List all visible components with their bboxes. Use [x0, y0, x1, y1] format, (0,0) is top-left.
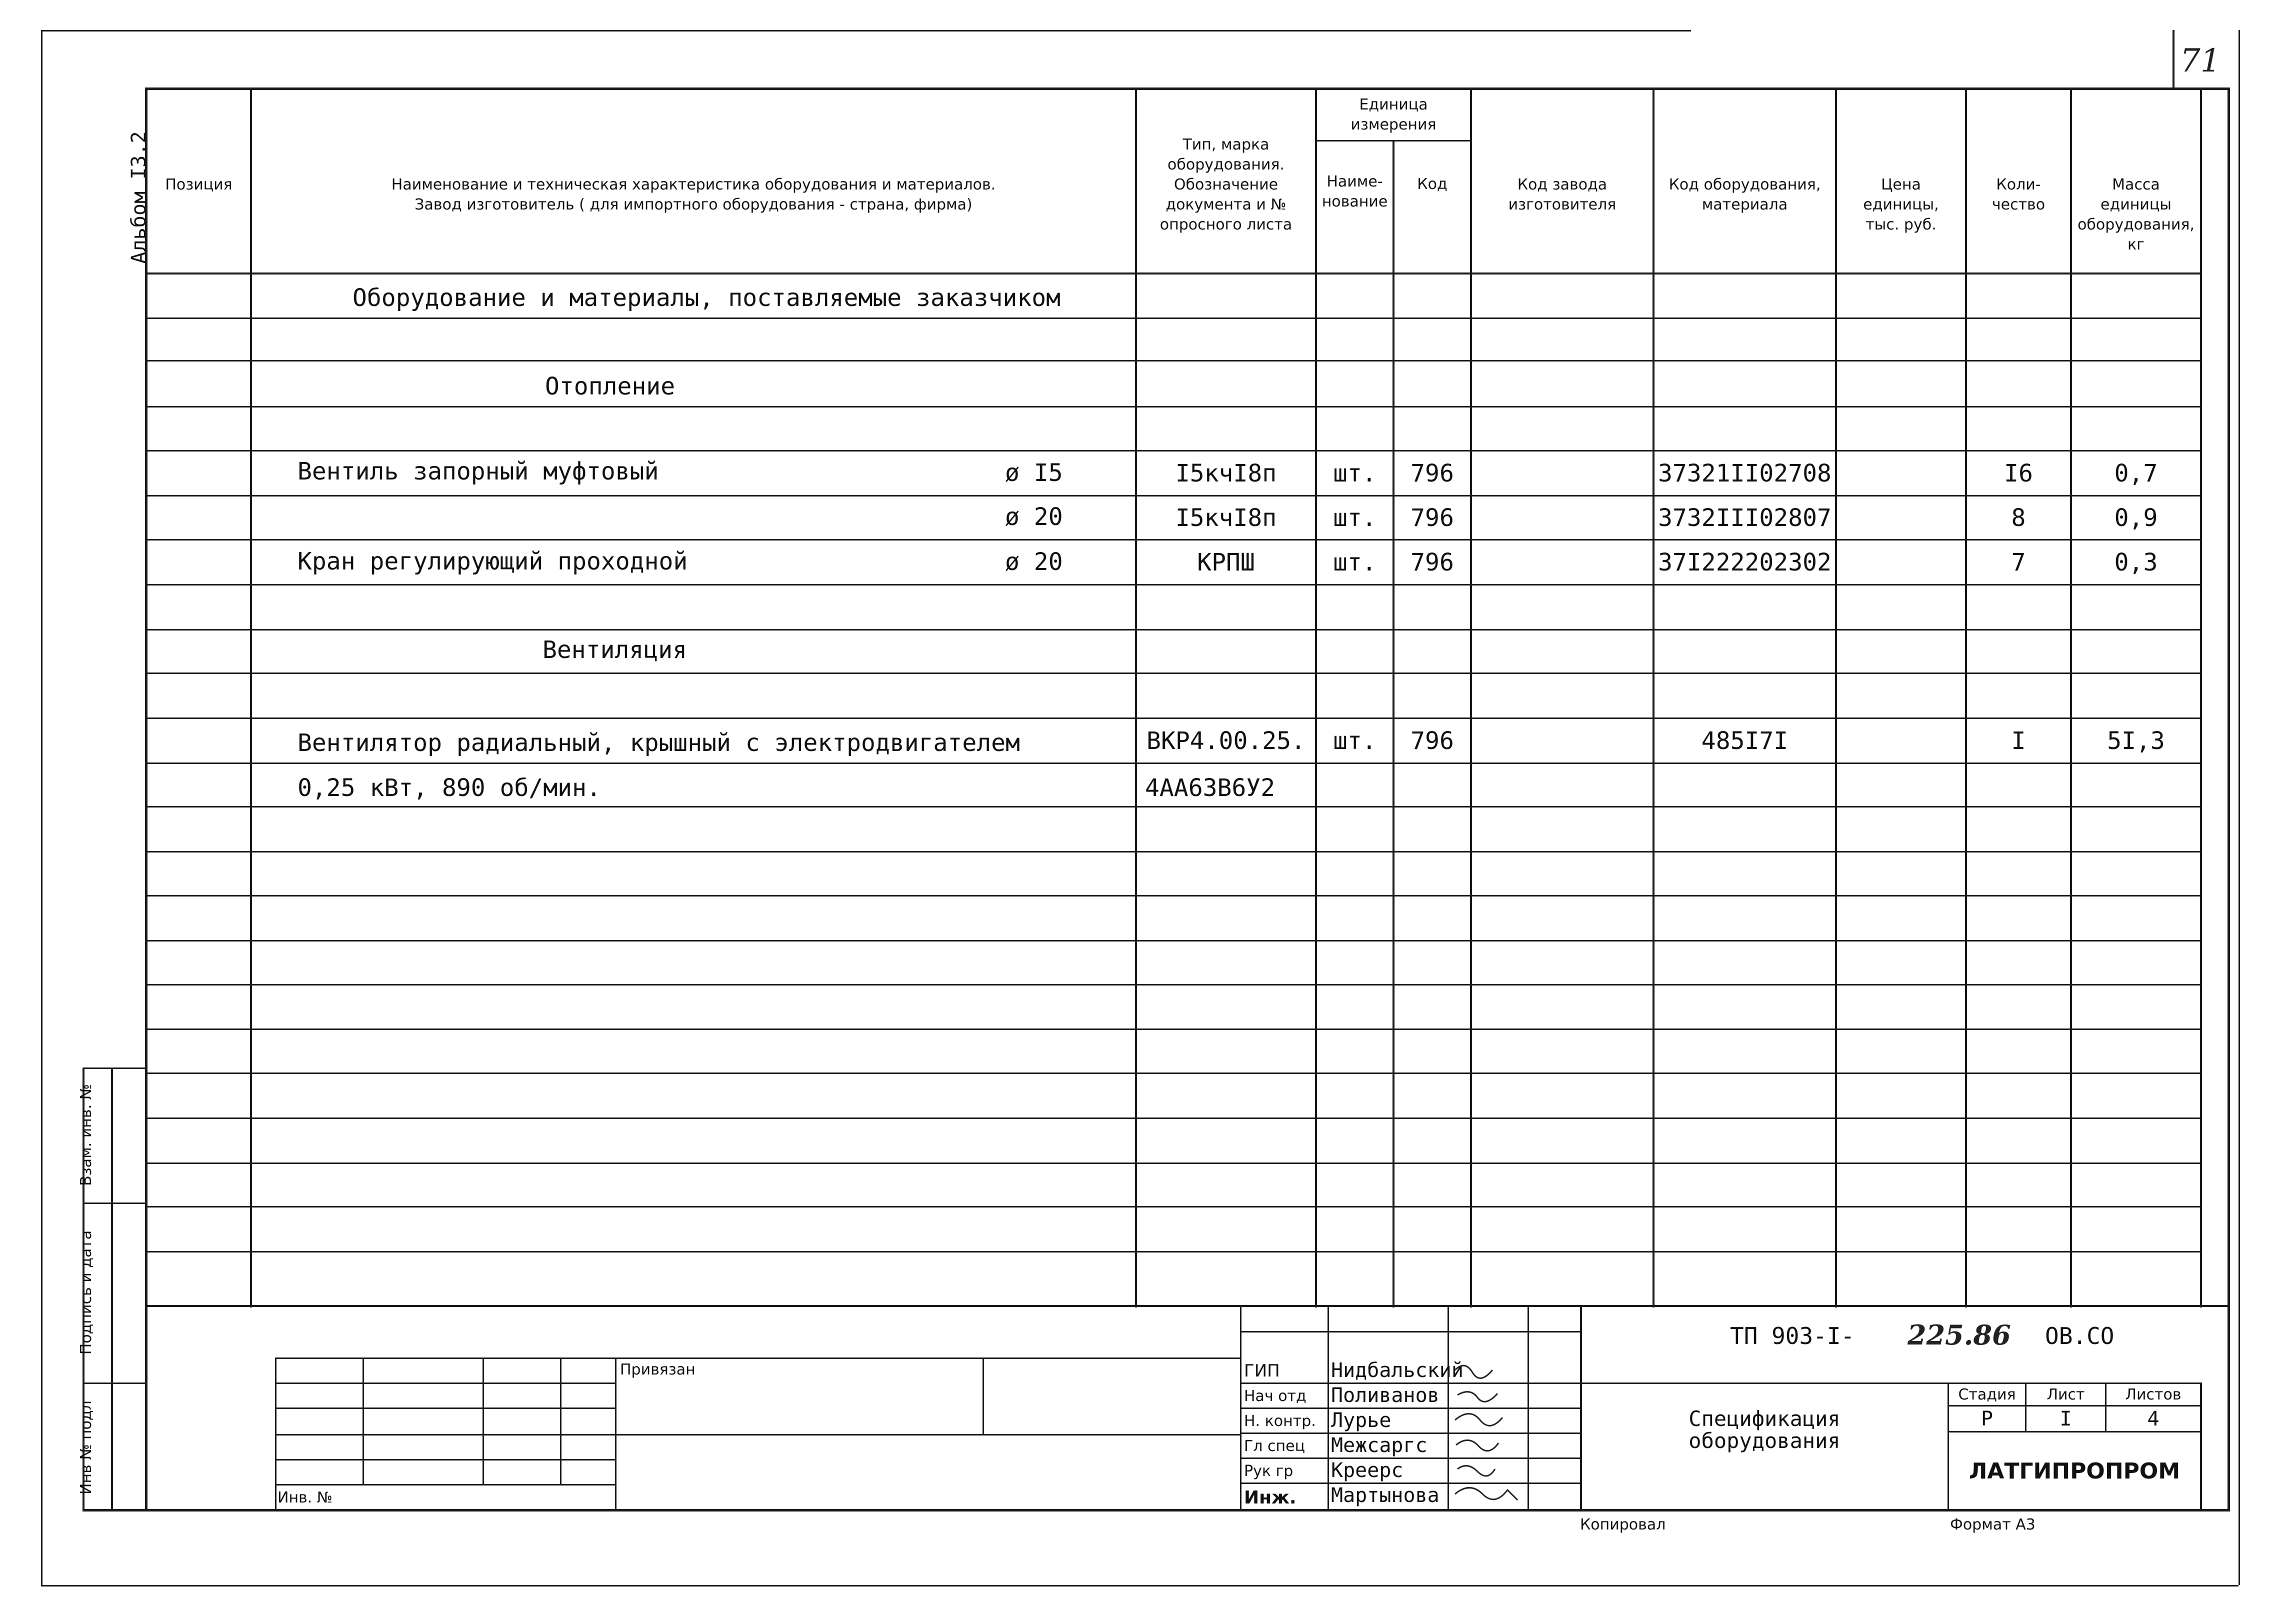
- row-name: Вентилятор радиальный, крышный с электродвигателем: [298, 729, 1020, 757]
- row-line: [145, 1206, 2200, 1208]
- section-title: Оборудование и материалы, поставляемые заказчиком: [352, 284, 1061, 312]
- row-line: [145, 984, 2200, 986]
- header-quantity: Коли- чество: [1992, 176, 2046, 214]
- row-line: [145, 806, 2200, 808]
- row-line: [145, 629, 2200, 630]
- sheet-label: Лист: [2046, 1386, 2085, 1404]
- inv-no-label: Инв. №: [278, 1489, 333, 1506]
- tb-line: [482, 1358, 484, 1485]
- row-qty: I6: [2004, 459, 2033, 488]
- row-unit: шт.: [1333, 459, 1376, 488]
- doc-number: ТП 903-I-: [1730, 1322, 1855, 1350]
- row-qty: 7: [2011, 548, 2026, 576]
- tb-line: [275, 1484, 615, 1486]
- sheets-value: 4: [2147, 1408, 2160, 1430]
- row-line: [145, 1072, 2200, 1074]
- sheet-value: I: [2060, 1408, 2072, 1430]
- row-code: 796: [1410, 459, 1454, 488]
- row-line: [145, 318, 2200, 319]
- table-bottom-line: [145, 1305, 2230, 1307]
- tb-line: [275, 1408, 615, 1409]
- row-type: I5кчI8п: [1175, 459, 1277, 488]
- signature-marks: [1450, 1360, 1530, 1510]
- name-martynova: Мартынова: [1331, 1484, 1440, 1507]
- role-nach-otd: Нач отд: [1244, 1388, 1306, 1405]
- row-name: Кран регулирующий проходной: [298, 548, 688, 576]
- row-eq-code: 485I7I: [1701, 726, 1788, 755]
- privyazan-label: Привязан: [620, 1361, 696, 1378]
- row-line: [145, 1162, 2200, 1164]
- name-mezhsargs: Межсаргс: [1331, 1434, 1428, 1457]
- unit-sub-line: [1315, 140, 1470, 142]
- tb-line: [275, 1358, 1240, 1359]
- tb-line: [362, 1358, 364, 1485]
- col-line: [2200, 88, 2202, 1308]
- row-type: КРПШ: [1197, 548, 1255, 576]
- header-name: Наименование и техническая характеристика оборудования и материалов. Завод изготовитель ( для импортного оборудования - страна, фирма): [391, 176, 996, 214]
- header-equipment-code: Код оборудования, материала: [1668, 176, 1821, 214]
- role-gl-spec: Гл спец: [1244, 1438, 1305, 1455]
- header-mass: Масса единицы оборудования, кг: [2078, 176, 2194, 254]
- subsection-heating: Отопление: [545, 372, 676, 400]
- row-diameter: ø I5: [1005, 459, 1063, 487]
- row-name: Вентиль запорный муфтовый: [298, 458, 659, 486]
- tb-line: [2200, 1382, 2202, 1510]
- row-name: 0,25 кВт, 890 об/мин.: [298, 774, 601, 802]
- row-mass: 5I,3: [2107, 726, 2165, 755]
- row-diameter: ø 20: [1005, 548, 1063, 576]
- tb-line: [275, 1434, 1240, 1436]
- row-mass: 0,3: [2114, 548, 2158, 576]
- row-type: 4АА63В6У2: [1145, 774, 1276, 802]
- header-unit-code: Код: [1417, 176, 1448, 193]
- row-code: 796: [1410, 548, 1454, 576]
- tb-line: [560, 1358, 562, 1485]
- tb-line: [275, 1358, 276, 1510]
- stamp-line: [82, 1202, 148, 1204]
- header-position: Позиция: [165, 176, 232, 194]
- row-eq-code: 3732III02807: [1658, 504, 1832, 532]
- outer-line-bottom: [41, 1585, 2238, 1586]
- row-code: 796: [1410, 504, 1454, 532]
- tb-line: [615, 1358, 616, 1510]
- row-line: [145, 406, 2200, 408]
- row-eq-code: 37321II02708: [1658, 459, 1832, 488]
- row-line: [145, 895, 2200, 896]
- row-line: [145, 1028, 2200, 1030]
- outer-line-left: [41, 30, 42, 1585]
- row-eq-code: 37I222202302: [1658, 548, 1832, 576]
- page-number: 71: [2180, 42, 2221, 80]
- stamp-line: [111, 1068, 113, 1512]
- stage-value: Р: [1980, 1408, 1994, 1430]
- row-code: 796: [1410, 726, 1454, 755]
- row-type: ВКР4.00.25.: [1146, 726, 1306, 755]
- role-inzh: Инж.: [1244, 1488, 1296, 1508]
- frame-left: [145, 88, 148, 1510]
- stage-label: Стадия: [1958, 1386, 2016, 1404]
- format-label: Формат А3: [1950, 1516, 2036, 1534]
- row-line: [145, 584, 2200, 586]
- header-type: Тип, марка оборудования. Обозначение документа и № опросного листа: [1160, 136, 1292, 234]
- tb-line: [982, 1358, 984, 1435]
- stamp-inv-podl: Инв № подл: [78, 1400, 95, 1494]
- sheets-label: Листов: [2125, 1386, 2182, 1404]
- doc-suffix: ОВ.СО: [2045, 1322, 2114, 1350]
- frame-right: [2228, 88, 2230, 1510]
- doc-number-handwritten: 225.86: [1908, 1319, 2011, 1351]
- frame-bottom: [82, 1509, 2230, 1512]
- tb-line: [1240, 1331, 1580, 1332]
- header-unit-name: Наиме- нование: [1322, 173, 1388, 210]
- role-ruk-gr: Рук гр: [1244, 1462, 1294, 1480]
- tb-line: [275, 1382, 615, 1384]
- subsection-ventilation: Вентиляция: [542, 636, 687, 664]
- row-unit: шт.: [1333, 504, 1376, 532]
- row-mass: 0,9: [2114, 504, 2158, 532]
- row-line: [145, 672, 2200, 674]
- row-line: [145, 1118, 2200, 1119]
- row-line: [145, 762, 2200, 764]
- page-number-box-left: [2172, 30, 2174, 88]
- row-type: I5кчI8п: [1175, 504, 1277, 532]
- row-line: [145, 851, 2200, 852]
- row-line: [145, 1251, 2200, 1252]
- header-price: Цена единицы, тыс. руб.: [1863, 176, 1939, 234]
- name-polivanov: Поливанов: [1331, 1384, 1440, 1407]
- role-n-kontr: Н. контр.: [1244, 1412, 1316, 1430]
- header-unit-group: Единица измерения: [1350, 96, 1436, 134]
- row-qty: I: [2011, 726, 2026, 755]
- stamp-podpis: Подпись и дата: [78, 1230, 95, 1355]
- stamp-vzam: Взам. инв. №: [78, 1084, 95, 1186]
- row-unit: шт.: [1333, 726, 1376, 755]
- copied-label: Копировал: [1580, 1516, 1666, 1534]
- row-unit: шт.: [1333, 548, 1376, 576]
- row-diameter: ø 20: [1005, 503, 1063, 531]
- name-nidbalsky: Нидбальский: [1331, 1359, 1464, 1382]
- outer-line-top: [41, 30, 1691, 32]
- row-line: [145, 940, 2200, 942]
- header-manufacturer-code: Код завода изготовителя: [1508, 176, 1616, 214]
- tb-line: [275, 1459, 615, 1460]
- album-label: Альбом I3.2: [128, 131, 150, 264]
- row-line: [145, 360, 2200, 362]
- role-gip: ГИП: [1244, 1361, 1280, 1381]
- row-mass: 0,7: [2114, 459, 2158, 488]
- name-lurye: Лурье: [1331, 1409, 1392, 1432]
- organization: ЛАТГИПРОПРОМ: [1968, 1458, 2180, 1484]
- row-qty: 8: [2011, 504, 2026, 532]
- name-kreers: Креерс: [1331, 1459, 1404, 1482]
- outer-line-right: [2238, 30, 2240, 1585]
- sheet-title: Спецификация оборудования: [1688, 1406, 1840, 1453]
